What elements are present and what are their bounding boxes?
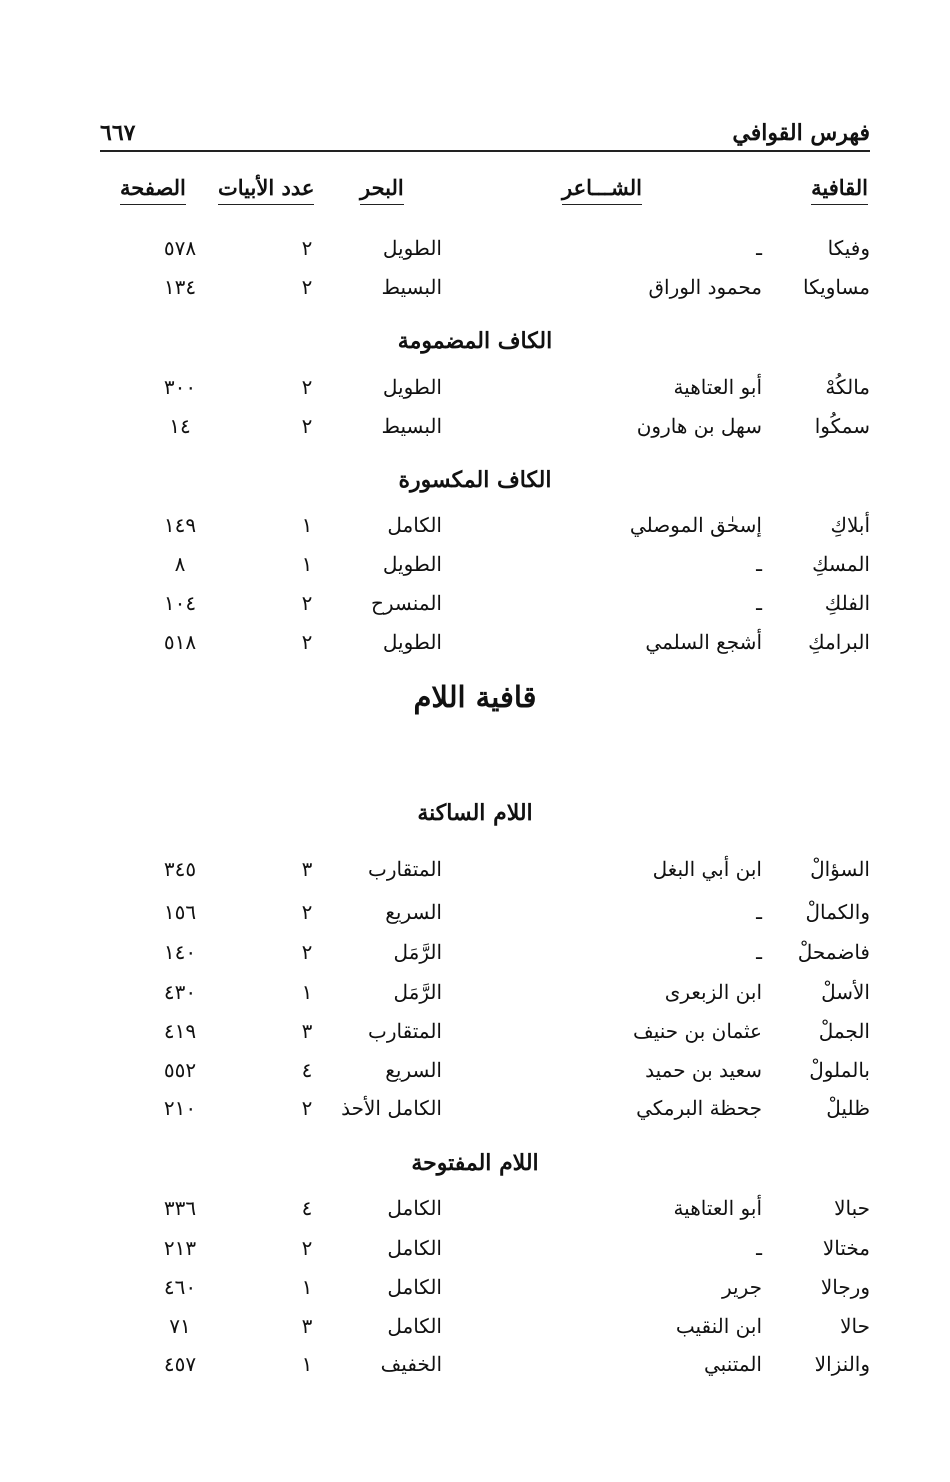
poet-cell: ـ — [756, 552, 762, 576]
rhyme-cell: ورجالا — [820, 1275, 870, 1299]
poet-cell: محمود الوراق — [648, 275, 762, 299]
poet-cell: ابن الزبعرى — [664, 980, 762, 1004]
count-cell: ٤ — [301, 1058, 313, 1082]
rhyme-cell: والنزالا — [814, 1352, 870, 1376]
page-cell: ١٣٤ — [163, 275, 197, 299]
section-heading: الكاف المضمومة — [397, 328, 553, 354]
rhyme-cell: أبلاكِ — [830, 513, 870, 537]
column-header-poet: الشـــاعر — [562, 175, 642, 205]
page-cell: ٤٥٧ — [163, 1352, 197, 1376]
meter-cell: السريع — [385, 1058, 442, 1082]
count-cell: ٢ — [301, 375, 313, 399]
rhyme-cell: البرامكِ — [808, 630, 870, 654]
count-cell: ٢ — [301, 1096, 313, 1120]
rhyme-cell: الأسلْ — [821, 980, 870, 1004]
count-cell: ٣ — [301, 1314, 313, 1338]
page-cell: ٥٧٨ — [163, 236, 197, 260]
table-row — [0, 1096, 950, 1130]
section-heading: اللام المفتوحة — [411, 1150, 539, 1176]
poet-cell: أبو العتاهية — [673, 375, 762, 399]
table-row — [0, 1314, 950, 1348]
poet-cell: ـ — [756, 236, 762, 260]
table-row — [0, 1352, 950, 1386]
page-cell: ١٤ — [169, 414, 191, 438]
page-cell: ٣٤٥ — [163, 857, 197, 881]
table-row — [0, 940, 950, 974]
page-cell: ٣٣٦ — [163, 1196, 197, 1220]
meter-cell: السريع — [385, 900, 442, 924]
page-cell: ١٤٠ — [163, 940, 197, 964]
rhyme-cell: الفلكِ — [824, 591, 870, 615]
count-cell: ١ — [301, 513, 313, 537]
poet-cell: المتنبي — [704, 1352, 762, 1376]
count-cell: ٢ — [301, 1236, 313, 1260]
count-cell: ٣ — [301, 1019, 313, 1043]
count-cell: ٢ — [301, 900, 313, 924]
table-row — [0, 513, 950, 547]
meter-cell: البسيط — [381, 275, 442, 299]
table-row — [0, 1275, 950, 1309]
table-row — [0, 1019, 950, 1053]
table-row — [0, 1058, 950, 1092]
meter-cell: الرَّمَل — [393, 940, 442, 964]
page-cell: ٧١ — [169, 1314, 191, 1338]
poet-cell: سهل بن هارون — [636, 414, 762, 438]
meter-cell: الطويل — [382, 375, 442, 399]
page-cell: ١٠٤ — [163, 591, 197, 615]
section-heading: اللام الساكنة — [417, 800, 533, 826]
meter-cell: الكامل — [387, 1196, 442, 1220]
table-row — [0, 414, 950, 448]
page-number: ٦٦٧ — [100, 120, 136, 146]
meter-cell: الكامل — [387, 1275, 442, 1299]
table-row — [0, 1196, 950, 1230]
meter-cell: الكامل الأحذ — [341, 1096, 442, 1120]
table-row — [0, 552, 950, 586]
count-cell: ٢ — [301, 940, 313, 964]
count-cell: ١ — [301, 1275, 313, 1299]
rhyme-cell: فاضمحلْ — [797, 940, 870, 964]
poet-cell: ـ — [756, 591, 762, 615]
meter-cell: الطويل — [382, 552, 442, 576]
poet-cell: عثمان بن حنيف — [633, 1019, 762, 1043]
column-header-rhyme: القافية — [811, 175, 868, 205]
page-cell: ٤٣٠ — [163, 980, 197, 1004]
section-heading: الكاف المكسورة — [398, 467, 552, 493]
rhyme-cell: الجملْ — [818, 1019, 870, 1043]
poet-cell: إسحٰق الموصلي — [629, 513, 762, 537]
rhyme-cell: حبالا — [834, 1196, 870, 1220]
table-row — [0, 857, 950, 891]
count-cell: ٢ — [301, 630, 313, 654]
page-cell: ٤٦٠ — [163, 1275, 197, 1299]
meter-cell: المتقارب — [368, 1019, 442, 1043]
running-header — [100, 120, 870, 152]
rhyme-cell: مختالا — [822, 1236, 870, 1260]
column-header-page: الصفحة — [120, 175, 186, 205]
page-cell: ٢١٣ — [163, 1236, 197, 1260]
table-row — [0, 900, 950, 934]
rhyme-cell: مساويكا — [802, 275, 870, 299]
page-cell: ٣٠٠ — [163, 375, 197, 399]
meter-cell: الطويل — [382, 236, 442, 260]
rhyme-cell: والكمالْ — [805, 900, 870, 924]
page-cell: ١٥٦ — [163, 900, 197, 924]
table-row — [0, 236, 950, 270]
count-cell: ٢ — [301, 591, 313, 615]
column-header-count: عدد الأبيات — [218, 175, 314, 205]
meter-cell: المتقارب — [368, 857, 442, 881]
poet-cell: جحظة البرمكي — [636, 1096, 762, 1120]
page-cell: ٢١٠ — [163, 1096, 197, 1120]
rhyme-cell: السؤالْ — [810, 857, 870, 881]
chapter-heading: قافية اللام — [413, 680, 537, 714]
count-cell: ٢ — [301, 236, 313, 260]
count-cell: ١ — [301, 552, 313, 576]
page-cell: ٤١٩ — [163, 1019, 197, 1043]
poet-cell: ـ — [756, 940, 762, 964]
page-cell: ٥١٨ — [163, 630, 197, 654]
rhyme-cell: بالملولْ — [809, 1058, 870, 1082]
meter-cell: البسيط — [381, 414, 442, 438]
column-header-meter: البحر — [360, 175, 404, 205]
table-row — [0, 275, 950, 309]
meter-cell: الكامل — [387, 1314, 442, 1338]
meter-cell: الرَّمَل — [393, 980, 442, 1004]
meter-cell: الكامل — [387, 1236, 442, 1260]
poet-cell: ـ — [756, 900, 762, 924]
rhyme-cell: سمكُوا — [814, 414, 870, 438]
meter-cell: الطويل — [382, 630, 442, 654]
poet-cell: ابن أبي البغل — [652, 857, 762, 881]
poet-cell: جرير — [722, 1275, 762, 1299]
page-cell: ١٤٩ — [163, 513, 197, 537]
count-cell: ٤ — [301, 1196, 313, 1220]
table-row — [0, 591, 950, 625]
poet-cell: ابن النقيب — [675, 1314, 762, 1338]
meter-cell: الخفيف — [380, 1352, 442, 1376]
poet-cell: أبو العتاهية — [673, 1196, 762, 1220]
poet-cell: سعيد بن حميد — [645, 1058, 762, 1082]
table-row — [0, 1236, 950, 1270]
table-row — [0, 375, 950, 409]
count-cell: ١ — [301, 1352, 313, 1376]
meter-cell: الكامل — [387, 513, 442, 537]
count-cell: ٣ — [301, 857, 313, 881]
rhyme-cell: مالكُهْ — [825, 375, 870, 399]
poet-cell: أشجع السلمي — [645, 630, 762, 654]
running-title: فهرس القوافي — [732, 120, 870, 146]
count-cell: ١ — [301, 980, 313, 1004]
rhyme-cell: المسكِ — [812, 552, 870, 576]
table-row — [0, 980, 950, 1014]
page-cell: ٨ — [174, 552, 186, 576]
meter-cell: المنسرح — [370, 591, 442, 615]
rhyme-cell: وفيكا — [827, 236, 870, 260]
count-cell: ٢ — [301, 275, 313, 299]
rhyme-cell: ظليلْ — [826, 1096, 870, 1120]
page-cell: ٥٥٢ — [163, 1058, 197, 1082]
rhyme-cell: حالا — [840, 1314, 870, 1338]
poet-cell: ـ — [756, 1236, 762, 1260]
table-row — [0, 630, 950, 664]
count-cell: ٢ — [301, 414, 313, 438]
